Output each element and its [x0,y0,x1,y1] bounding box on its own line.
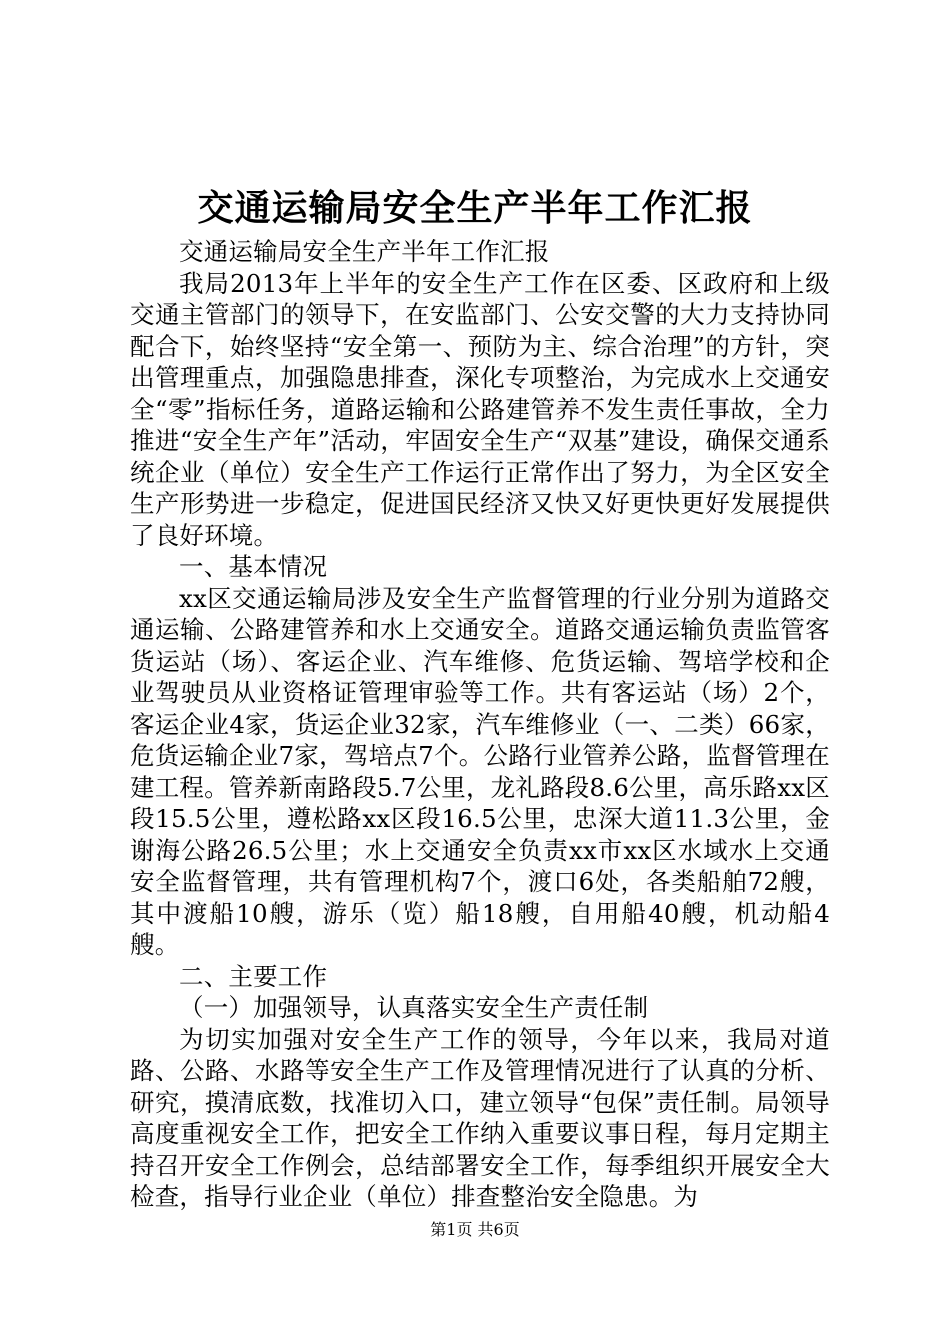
subtitle-paragraph: 交通运输局安全生产半年工作汇报 [179,237,550,266]
document-title: 交通运输局安全生产半年工作汇报 [197,187,753,229]
subsection-heading-leadership: （一）加强领导，认真落实安全生产责任制 [179,993,649,1022]
leadership-paragraph: 为切实加强对安全生产工作的领导，今年以来，我局对道路、公路、水路等安全生产工作及管理情况进行了认真的分析、研究，摸清底数，找准切入口，建立领导“包保”责任制。局领导高度重视安全工作，把安全工作纳入重要议事日程，每月定期主持召开安全工作例会，总结部署安全工作，每季组织开展安全大检查，指导行业企业（单位）排查整治安全隐患。为 [130,1024,830,1211]
page-footer: 第1页 共6页 [430,1220,520,1239]
intro-paragraph: 我局2013年上半年的安全生产工作在区委、区政府和上级交通主管部门的领导下，在安监部门、公安交警的大力支持协同配合下，始终坚持“安全第一、预防为主、综合治理”的方针，突出管理重点，加强隐患排查，深化专项整治，为完成水上交通安全“零”指标任务，道路运输和公路建管养不发生责任事故，全力推进“安全生产年”活动，牢固安全生产“双基”建设，确保交通系统企业（单位）安全生产工作运行正常作出了努力，为全区安全生产形势进一步稳定，促进国民经济又快又好更快更好发展提供了良好环境。 [130,268,830,550]
document-body [130,236,830,1213]
basic-info-paragraph: xx区交通运输局涉及安全生产监督管理的行业分别为道路交通运输、公路建管养和水上交通安全。道路交通运输负责监管客货运站（场）、客运企业、汽车维修、危货运输、驾培学校和企业驾驶员从业资格证管理审验等工作。共有客运站（场）2个，客运企业4家，货运企业32家，汽车维修业（一、二类）66家，危货运输企业7家，驾培点7个。公路行业管养公路，监督管理在建工程。管养新南路段5.7公里，龙礼路段8.6公里，高乐路xx区段15.5公里，遵松路xx区段16.5公里，忠深大道11.3公里，金谢海公路26.5公里；水上交通安全负责xx市xx区水域水上交通安全监督管理，共有管理机构7个，渡口6处，各类船舶72艘，其中渡船10艘，游乐（览）船18艘，自用船40艘，机动船4艘。 [130,583,830,959]
section-heading-basic: 一、基本情况 [179,552,328,581]
section-heading-main-work: 二、主要工作 [179,961,328,991]
